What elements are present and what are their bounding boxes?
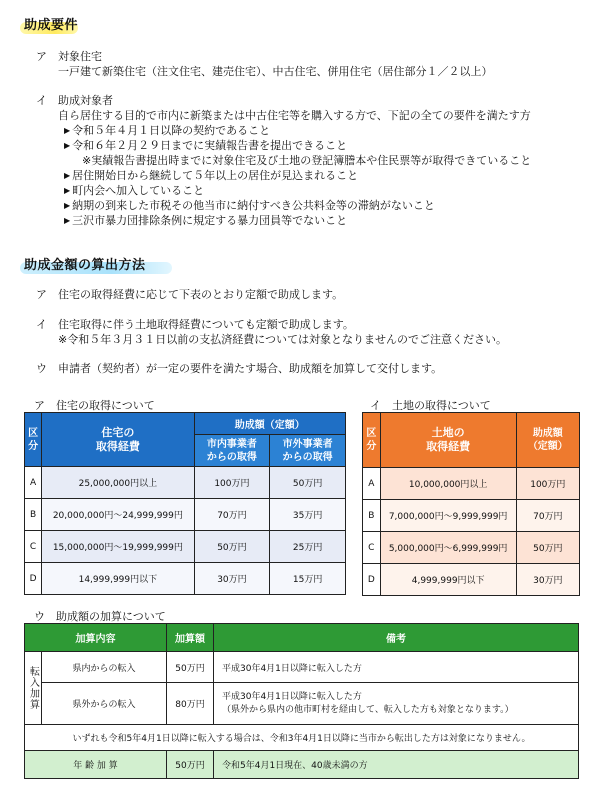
row-amount: 80万円 — [167, 683, 214, 725]
table-row — [25, 683, 579, 725]
table-row — [25, 467, 346, 499]
table-row — [363, 468, 580, 500]
row-kubun: B — [363, 500, 381, 532]
land-subsidy-table — [362, 412, 580, 596]
row-kubun: A — [25, 467, 42, 499]
row-amount: 50万円 — [167, 652, 214, 683]
table-c-title: ウ 助成額の加算について — [34, 610, 166, 623]
header-in-city: 市内事業者 からの取得 — [194, 435, 270, 467]
header-out-city: 市外事業者 からの取得 — [270, 435, 346, 467]
row-cost: 10,000,000円以上 — [380, 468, 516, 500]
row-out: 25万円 — [270, 531, 346, 563]
row-amount: 50万円 — [516, 532, 579, 564]
housing-subsidy-table — [24, 412, 346, 595]
requirement-note: ※実績報告書提出時までに対象住宅及び土地の登記簿謄本や住民票等が取得できていること — [82, 154, 532, 167]
header-kubun: 区分 — [363, 413, 381, 468]
table-row — [363, 500, 580, 532]
row-kubun: C — [25, 531, 42, 563]
row-note: 平成30年4月1日以降に転入した方 — [214, 652, 579, 683]
row-note-line: 平成30年4月1日以降に転入した方 — [222, 691, 362, 702]
table-row — [25, 751, 579, 779]
header-content: 加算内容 — [25, 624, 167, 652]
calc-i-note: ※令和５年３月３１日以前の支払済経費については対象となりませんのでご注意ください。 — [58, 333, 507, 346]
eligible-text: 自ら居住する目的で市内に新築または中古住宅等を購入する方で、下記の全ての要件を満たす方 — [58, 109, 531, 122]
table-b-title: イ 土地の取得について — [370, 399, 491, 412]
table-a-title: ア 住宅の取得について — [34, 399, 155, 412]
header-amount: 加算額 — [167, 624, 214, 652]
label-i: イ — [36, 318, 47, 331]
header-kubun: 区分 — [25, 413, 42, 467]
header-cost: 住宅の 取得経費 — [42, 413, 194, 467]
row-cost: 14,999,999円以下 — [42, 563, 194, 595]
calc-u-text: 申請者（契約者）が一定の要件を満たす場合、助成額を加算して交付します。 — [58, 362, 443, 375]
row-amount: 100万円 — [516, 468, 579, 500]
row-kubun: A — [363, 468, 381, 500]
table-row — [363, 564, 580, 596]
section-title-requirements: 助成要件 — [24, 18, 79, 33]
label-i: イ — [36, 94, 47, 107]
row-in: 50万円 — [194, 531, 270, 563]
header-amount: 助成額 （定額） — [516, 413, 579, 468]
requirement-item: ▶ 居住開始日から継続して５年以上の居住が見込まれること — [64, 169, 358, 184]
label-u: ウ — [36, 362, 47, 375]
row-out: 35万円 — [270, 499, 346, 531]
table-row — [25, 499, 346, 531]
section-title-calculation: 助成金額の算出方法 — [24, 258, 146, 273]
row-in: 100万円 — [194, 467, 270, 499]
label-a: ア — [36, 50, 47, 63]
eligible-title: 助成対象者 — [58, 94, 113, 107]
table-row — [25, 725, 579, 751]
requirement-item: ▶ 三沢市暴力団排除条例に規定する暴力団員等でないこと — [64, 214, 347, 229]
row-out: 15万円 — [270, 563, 346, 595]
row-cost: 15,000,000円～19,999,999円 — [42, 531, 194, 563]
requirement-item: ▶ 令和６年２月２９日までに実績報告書を提出できること — [64, 139, 347, 154]
row-kubun: D — [25, 563, 42, 595]
row-amount: 50万円 — [167, 751, 214, 779]
header-note: 備考 — [214, 624, 579, 652]
row-kubun: C — [363, 532, 381, 564]
row-cost: 25,000,000円以上 — [42, 467, 194, 499]
row-cost: 4,999,999円以下 — [380, 564, 516, 596]
table-row — [25, 563, 346, 595]
row-amount: 70万円 — [516, 500, 579, 532]
row-kubun: D — [363, 564, 381, 596]
row-kubun: B — [25, 499, 42, 531]
row-amount: 30万円 — [516, 564, 579, 596]
row-content: 県内からの転入 — [42, 652, 167, 683]
row-note: いずれも令和5年4月1日以降に転入する場合は、令和3年4月1日以降に当市から転出した方は対象になりません。 — [25, 725, 579, 751]
row-content: 年 齢 加 算 — [25, 751, 167, 779]
bonus-table — [24, 623, 579, 779]
header-cost: 土地の 取得経費 — [380, 413, 516, 468]
row-out: 50万円 — [270, 467, 346, 499]
row-note — [214, 683, 579, 725]
row-content: 県外からの転入 — [42, 683, 167, 725]
row-cost: 7,000,000円～9,999,999円 — [380, 500, 516, 532]
calc-a-text: 住宅の取得経費に応じて下表のとおり定額で助成します。 — [58, 288, 344, 301]
row-note-line: （県外から県内の他市町村を経由して、転入した方も対象となります。） — [222, 704, 514, 715]
transfer-bonus-label: 転入加算 — [25, 652, 42, 725]
requirement-item: ▶ 町内会へ加入していること — [64, 184, 204, 199]
requirement-item: ▶ 令和５年４月１日以降の契約であること — [64, 124, 270, 139]
row-cost: 5,000,000円～6,999,999円 — [380, 532, 516, 564]
target-housing-text: 一戸建て新築住宅（注文住宅、建売住宅）、中古住宅、併用住宅（居住部分１／２以上） — [58, 65, 493, 78]
requirement-item: ▶ 納期の到来した市税その他当市に納付すべき公共料金等の滞納がないこと — [64, 199, 435, 214]
table-row — [25, 652, 579, 683]
row-note: 令和5年4月1日現在、40歳未満の方 — [214, 751, 579, 779]
row-cost: 20,000,000円～24,999,999円 — [42, 499, 194, 531]
row-in: 70万円 — [194, 499, 270, 531]
label-a: ア — [36, 288, 47, 301]
calc-i-text: 住宅取得に伴う土地取得経費についても定額で助成します。 — [58, 318, 354, 331]
table-row — [25, 531, 346, 563]
table-row — [363, 532, 580, 564]
header-amount: 助成額（定額） — [194, 413, 345, 435]
row-in: 30万円 — [194, 563, 270, 595]
target-housing-title: 対象住宅 — [58, 50, 102, 63]
